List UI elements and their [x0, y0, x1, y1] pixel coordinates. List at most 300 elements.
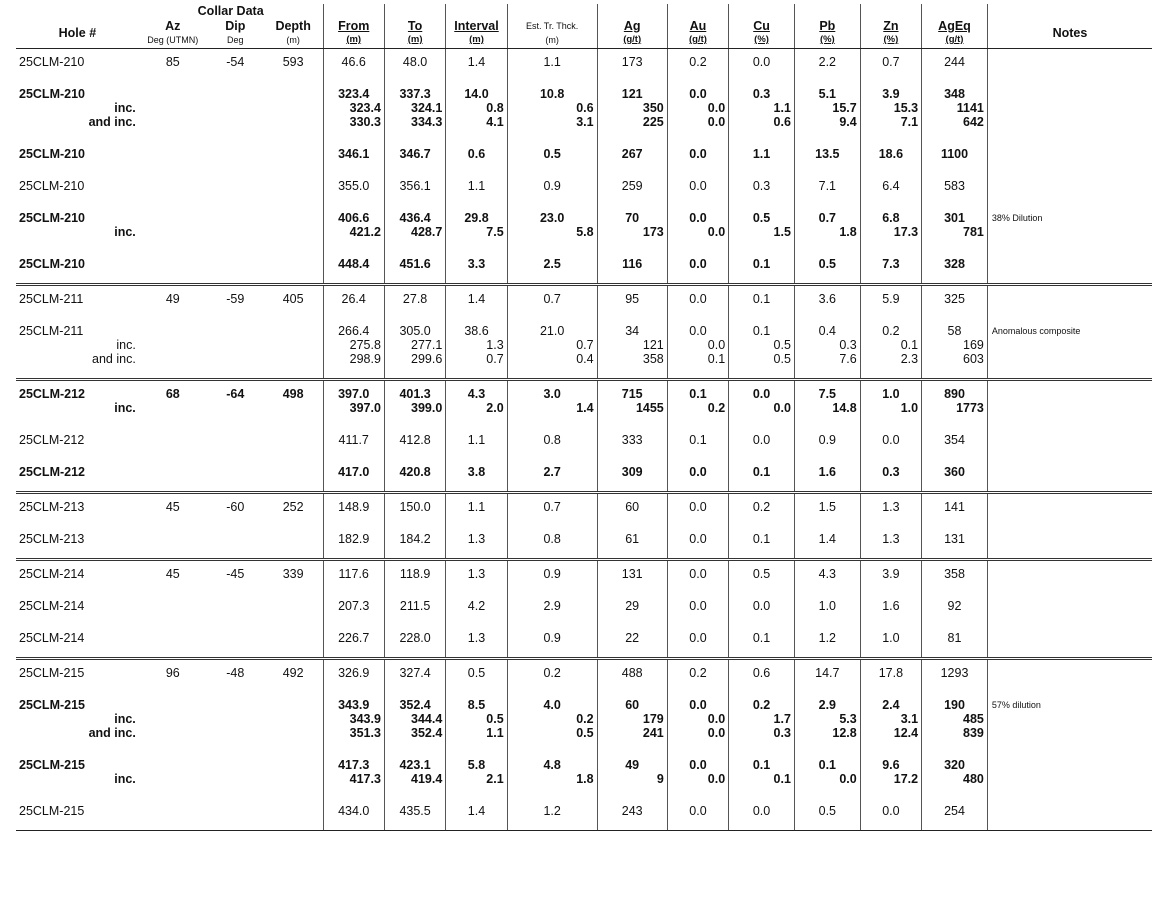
- table-row: [16, 692, 1152, 752]
- value-from: 207.3: [338, 599, 370, 613]
- cell-depth: [264, 659, 323, 693]
- cell-to: [384, 625, 445, 659]
- cell-notes: [987, 692, 1152, 752]
- value-au: 0.0: [707, 772, 726, 786]
- cell-az: [139, 560, 207, 594]
- cell-au: [667, 427, 728, 459]
- value-ag: 131: [621, 567, 643, 581]
- cell-ag: [597, 459, 667, 493]
- value-ett: 23.0: [539, 211, 565, 225]
- cell-hole-id: [16, 493, 139, 527]
- cell-notes: [987, 593, 1152, 625]
- cell-pb: [794, 752, 860, 798]
- table-row: [16, 659, 1152, 693]
- cell-ageq: [922, 285, 988, 319]
- value-zn: 2.3: [900, 352, 919, 366]
- value-ageq: 81: [947, 631, 962, 645]
- cell-ett: [507, 427, 597, 459]
- value-pb: 1.8: [839, 225, 857, 239]
- cell-depth: [264, 692, 323, 752]
- value-cu: 0.0: [752, 55, 771, 69]
- cell-ag: [597, 659, 667, 693]
- value-cu: 0.6: [773, 115, 791, 129]
- value-interval: 0.8: [486, 101, 504, 115]
- cell-depth: [264, 493, 323, 527]
- cell-cu: [729, 173, 795, 205]
- cell-zn: [860, 560, 921, 594]
- cell-dip: [207, 560, 264, 594]
- cell-az: [139, 81, 207, 141]
- cell-az: [139, 493, 207, 527]
- cell-to: [384, 173, 445, 205]
- cell-ag: [597, 493, 667, 527]
- cell-interval: [446, 380, 507, 428]
- table-header: [16, 4, 1152, 49]
- cell-pb: [794, 560, 860, 594]
- value-zn: 17.2: [893, 772, 919, 786]
- column-unit-ageq: (g/t): [945, 34, 964, 45]
- cell-az: [139, 659, 207, 693]
- value-pb: 4.3: [818, 567, 837, 581]
- cell-zn: [860, 459, 921, 493]
- cell-from: [323, 285, 384, 319]
- value-au: 0.0: [689, 532, 707, 546]
- column-label-hole: Hole #: [58, 25, 97, 40]
- cell-ageq: [922, 251, 988, 285]
- value-interval: 5.8: [467, 758, 486, 772]
- column-header-hole: [16, 18, 139, 49]
- value-hole: 25CLM-211: [19, 292, 84, 306]
- value-interval: 2.1: [486, 772, 504, 786]
- table-row: [16, 427, 1152, 459]
- cell-ag: [597, 251, 667, 285]
- value-depth: 492: [282, 666, 304, 680]
- column-header-ageq: [922, 18, 988, 49]
- value-pb: 1.6: [818, 465, 837, 479]
- value-hole: 25CLM-214: [19, 567, 85, 581]
- value-ag: 95: [625, 292, 640, 306]
- value-au: 0.0: [689, 211, 707, 225]
- value-cu: 0.1: [752, 465, 771, 479]
- value-au: 0.0: [689, 87, 707, 101]
- value-hole: 25CLM-210: [19, 211, 85, 225]
- value-zn: 0.3: [882, 465, 900, 479]
- value-interval: 8.5: [467, 698, 486, 712]
- value-to: 211.5: [399, 599, 431, 613]
- column-label-ag: Ag: [623, 19, 641, 33]
- column-label-ett: Est. Tr. Thck.: [525, 21, 579, 31]
- cell-from: [323, 798, 384, 831]
- value-to: 324.1: [411, 101, 443, 115]
- column-label-ageq: AgEq: [938, 19, 971, 33]
- value-zn: 3.1: [900, 712, 919, 726]
- cell-cu: [729, 798, 795, 831]
- value-zn: 3.9: [882, 567, 900, 581]
- cell-pb: [794, 427, 860, 459]
- value-from: 411.7: [338, 433, 369, 447]
- column-label-dip: Dip: [225, 19, 246, 33]
- value-interval: 1.4: [467, 55, 486, 69]
- cell-from: [323, 380, 384, 428]
- value-hole: 25CLM-210: [19, 55, 85, 69]
- value-pb: 1.5: [818, 500, 837, 514]
- cell-cu: [729, 459, 795, 493]
- cell-zn: [860, 625, 921, 659]
- table-row: [16, 493, 1152, 527]
- value-ageq: 92: [947, 599, 962, 613]
- value-pb: 0.1: [818, 758, 837, 772]
- value-cu: 0.1: [752, 631, 771, 645]
- cell-interval: [446, 798, 507, 831]
- cell-ett: [507, 205, 597, 251]
- value-cu: 0.1: [752, 324, 771, 338]
- cell-notes: [987, 752, 1152, 798]
- column-label-depth: Depth: [275, 19, 311, 33]
- cell-pb: [794, 173, 860, 205]
- value-pb: 14.7: [815, 666, 840, 680]
- cell-depth: [264, 205, 323, 251]
- value-az: 45: [165, 500, 180, 514]
- value-to: 352.4: [411, 726, 443, 740]
- value-interval: 1.3: [467, 532, 486, 546]
- cell-ag: [597, 285, 667, 319]
- cell-from: [323, 81, 384, 141]
- cell-hole-id: [16, 49, 139, 82]
- value-interval: 29.8: [464, 211, 489, 225]
- value-pb: 5.1: [818, 87, 837, 101]
- value-ag: 121: [621, 87, 643, 101]
- cell-notes: [987, 173, 1152, 205]
- cell-cu: [729, 692, 795, 752]
- value-to: 150.0: [399, 500, 431, 514]
- cell-dip: [207, 81, 264, 141]
- note-text: 57% dilution: [991, 700, 1041, 710]
- cell-to: [384, 285, 445, 319]
- value-ageq: 244: [944, 55, 965, 69]
- value-cu: 1.7: [773, 712, 791, 726]
- value-zn: 0.1: [900, 338, 919, 352]
- value-ageq: 328: [944, 257, 965, 271]
- cell-au: [667, 81, 728, 141]
- value-to: 337.3: [399, 87, 431, 101]
- value-to: 412.8: [399, 433, 431, 447]
- cell-from: [323, 49, 384, 82]
- cell-ag: [597, 318, 667, 380]
- value-ageq: 603: [963, 352, 984, 366]
- value-ett: 0.8: [543, 433, 561, 447]
- sub-interval-label: and inc.: [92, 352, 136, 366]
- cell-interval: [446, 593, 507, 625]
- cell-from: [323, 427, 384, 459]
- value-from: 343.9: [349, 712, 381, 726]
- value-hole: 25CLM-210: [19, 257, 85, 271]
- table-body: [16, 49, 1152, 831]
- cell-az: [139, 205, 207, 251]
- value-ett: 0.9: [543, 631, 561, 645]
- value-to: 118.9: [399, 567, 431, 581]
- value-from: 417.3: [349, 772, 381, 786]
- cell-to: [384, 49, 445, 82]
- cell-depth: [264, 173, 323, 205]
- value-au: 0.0: [707, 101, 726, 115]
- cell-cu: [729, 49, 795, 82]
- cell-to: [384, 752, 445, 798]
- value-cu: 0.1: [752, 758, 771, 772]
- cell-ett: [507, 493, 597, 527]
- cell-pb: [794, 81, 860, 141]
- value-hole: 25CLM-211: [19, 324, 84, 338]
- cell-hole-id: [16, 593, 139, 625]
- cell-from: [323, 526, 384, 560]
- value-hole: 25CLM-215: [19, 804, 85, 818]
- value-from: 417.0: [338, 465, 370, 479]
- cell-cu: [729, 285, 795, 319]
- value-interval: 1.4: [467, 804, 486, 818]
- cell-az: [139, 285, 207, 319]
- value-to: 346.7: [399, 147, 431, 161]
- value-pb: 7.5: [818, 387, 837, 401]
- value-to: 277.1: [411, 338, 443, 352]
- column-unit-dip: Deg: [227, 35, 244, 45]
- cell-notes: [987, 798, 1152, 831]
- cell-az: [139, 459, 207, 493]
- value-ett: 0.9: [543, 567, 561, 581]
- cell-from: [323, 560, 384, 594]
- cell-to: [384, 251, 445, 285]
- value-to: 352.4: [399, 698, 431, 712]
- value-ag: 60: [625, 500, 640, 514]
- value-pb: 0.5: [818, 257, 837, 271]
- value-zn: 0.0: [882, 433, 900, 447]
- cell-ageq: [922, 692, 988, 752]
- value-to: 436.4: [399, 211, 431, 225]
- value-from: 448.4: [338, 257, 370, 271]
- value-pb: 12.8: [832, 726, 857, 740]
- sub-interval-label: and inc.: [88, 115, 136, 129]
- column-header-az: [139, 18, 207, 49]
- value-zn: 6.8: [882, 211, 900, 225]
- cell-depth: [264, 285, 323, 319]
- cell-cu: [729, 141, 795, 173]
- value-hole: 25CLM-212: [19, 465, 85, 479]
- value-cu: 0.6: [752, 666, 771, 680]
- table-row: [16, 318, 1152, 380]
- drill-results-table-container: [16, 4, 1152, 831]
- cell-depth: [264, 251, 323, 285]
- value-ag: 29: [625, 599, 640, 613]
- value-ett: 3.0: [543, 387, 561, 401]
- value-au: 0.0: [689, 758, 707, 772]
- value-au: 0.0: [689, 804, 707, 818]
- value-au: 0.0: [689, 631, 707, 645]
- cell-depth: [264, 81, 323, 141]
- value-ett: 4.0: [543, 698, 561, 712]
- value-ageq: 480: [963, 772, 984, 786]
- cell-ageq: [922, 752, 988, 798]
- value-ag: 179: [642, 712, 664, 726]
- value-cu: 1.5: [773, 225, 791, 239]
- value-cu: 0.3: [773, 726, 791, 740]
- cell-ag: [597, 625, 667, 659]
- value-from: 326.9: [338, 666, 370, 680]
- value-interval: 1.1: [467, 179, 486, 193]
- value-ag: 267: [621, 147, 643, 161]
- cell-hole-id: [16, 205, 139, 251]
- cell-ett: [507, 173, 597, 205]
- value-ett: 0.7: [543, 292, 561, 306]
- value-pb: 0.9: [818, 433, 837, 447]
- cell-ag: [597, 560, 667, 594]
- cell-ag: [597, 526, 667, 560]
- column-header-interval: [446, 18, 507, 49]
- column-unit-depth: (m): [286, 35, 300, 45]
- value-ageq: 360: [944, 465, 965, 479]
- cell-cu: [729, 560, 795, 594]
- cell-ag: [597, 81, 667, 141]
- cell-dip: [207, 205, 264, 251]
- value-to: 327.4: [399, 666, 431, 680]
- value-ag: 1455: [635, 401, 664, 415]
- value-ageq: 354: [944, 433, 965, 447]
- cell-notes: [987, 380, 1152, 428]
- value-to: 399.0: [411, 401, 443, 415]
- column-unit-from: (m): [346, 34, 362, 45]
- value-zn: 12.4: [893, 726, 919, 740]
- cell-to: [384, 593, 445, 625]
- value-to: 305.0: [399, 324, 431, 338]
- cell-zn: [860, 427, 921, 459]
- cell-ageq: [922, 798, 988, 831]
- cell-ageq: [922, 141, 988, 173]
- value-ag: 350: [642, 101, 664, 115]
- value-from: 434.0: [338, 804, 370, 818]
- cell-from: [323, 459, 384, 493]
- value-ett: 0.7: [543, 500, 561, 514]
- value-cu: 0.2: [752, 698, 771, 712]
- cell-zn: [860, 380, 921, 428]
- value-ett: 0.7: [576, 338, 594, 352]
- value-ag: 70: [625, 211, 640, 225]
- note-text: 38% Dilution: [991, 213, 1043, 223]
- cell-to: [384, 526, 445, 560]
- value-cu: 0.0: [752, 387, 771, 401]
- value-ett: 0.2: [543, 666, 561, 680]
- value-az: 49: [165, 292, 180, 306]
- value-from: 266.4: [338, 324, 370, 338]
- cell-az: [139, 380, 207, 428]
- cell-dip: [207, 692, 264, 752]
- value-interval: 1.3: [486, 338, 504, 352]
- value-au: 0.0: [689, 465, 707, 479]
- cell-ag: [597, 692, 667, 752]
- table-row: [16, 380, 1152, 428]
- value-ag: 243: [621, 804, 643, 818]
- value-from: 397.0: [349, 401, 381, 415]
- column-unit-interval: (m): [469, 34, 484, 45]
- sub-interval-label: inc.: [114, 712, 136, 726]
- cell-az: [139, 752, 207, 798]
- cell-interval: [446, 526, 507, 560]
- value-cu: 0.5: [773, 338, 791, 352]
- cell-dip: [207, 526, 264, 560]
- value-pb: 2.9: [818, 698, 837, 712]
- cell-to: [384, 459, 445, 493]
- cell-ett: [507, 380, 597, 428]
- cell-hole-id: [16, 427, 139, 459]
- value-ageq: 254: [944, 804, 965, 818]
- value-interval: 3.3: [467, 257, 486, 271]
- cell-az: [139, 526, 207, 560]
- cell-notes: [987, 427, 1152, 459]
- value-ett: 0.5: [576, 726, 594, 740]
- cell-depth: [264, 459, 323, 493]
- cell-au: [667, 205, 728, 251]
- value-ag: 259: [621, 179, 643, 193]
- sub-interval-label: inc.: [114, 101, 136, 115]
- value-au: 0.0: [689, 292, 707, 306]
- value-ag: 9: [656, 772, 664, 786]
- value-cu: 0.1: [752, 257, 771, 271]
- value-zn: 7.1: [900, 115, 919, 129]
- value-pb: 2.2: [818, 55, 837, 69]
- cell-depth: [264, 141, 323, 173]
- value-cu: 0.0: [773, 401, 791, 415]
- cell-zn: [860, 141, 921, 173]
- cell-interval: [446, 427, 507, 459]
- cell-dip: [207, 459, 264, 493]
- value-from: 298.9: [349, 352, 381, 366]
- value-to: 184.2: [399, 532, 431, 546]
- value-ageq: 1293: [940, 666, 969, 680]
- cell-interval: [446, 625, 507, 659]
- value-pb: 13.5: [815, 147, 840, 161]
- value-ett: 1.1: [543, 55, 561, 69]
- value-ageq: 325: [944, 292, 965, 306]
- value-ett: 3.1: [576, 115, 594, 129]
- cell-dip: [207, 752, 264, 798]
- value-ett: 0.9: [543, 179, 561, 193]
- cell-pb: [794, 798, 860, 831]
- value-pb: 0.4: [818, 324, 837, 338]
- value-interval: 3.8: [467, 465, 486, 479]
- value-ett: 0.5: [543, 147, 561, 161]
- cell-to: [384, 427, 445, 459]
- column-label-to: To: [407, 19, 423, 33]
- cell-ag: [597, 752, 667, 798]
- value-au: 0.1: [707, 352, 726, 366]
- value-cu: 0.5: [752, 567, 771, 581]
- value-ageq: 301: [944, 211, 965, 225]
- cell-ageq: [922, 205, 988, 251]
- value-dip: -54: [226, 55, 245, 69]
- cell-zn: [860, 251, 921, 285]
- column-header-cu: [729, 18, 795, 49]
- value-hole: 25CLM-214: [19, 631, 85, 645]
- cell-ag: [597, 49, 667, 82]
- cell-from: [323, 593, 384, 625]
- cell-au: [667, 593, 728, 625]
- value-hole: 25CLM-213: [19, 500, 85, 514]
- value-to: 428.7: [411, 225, 443, 239]
- cell-interval: [446, 459, 507, 493]
- cell-depth: [264, 560, 323, 594]
- cell-to: [384, 318, 445, 380]
- value-to: 344.4: [411, 712, 443, 726]
- cell-ageq: [922, 593, 988, 625]
- cell-notes: [987, 625, 1152, 659]
- value-zn: 7.3: [882, 257, 900, 271]
- column-unit-pb: (%): [819, 34, 835, 45]
